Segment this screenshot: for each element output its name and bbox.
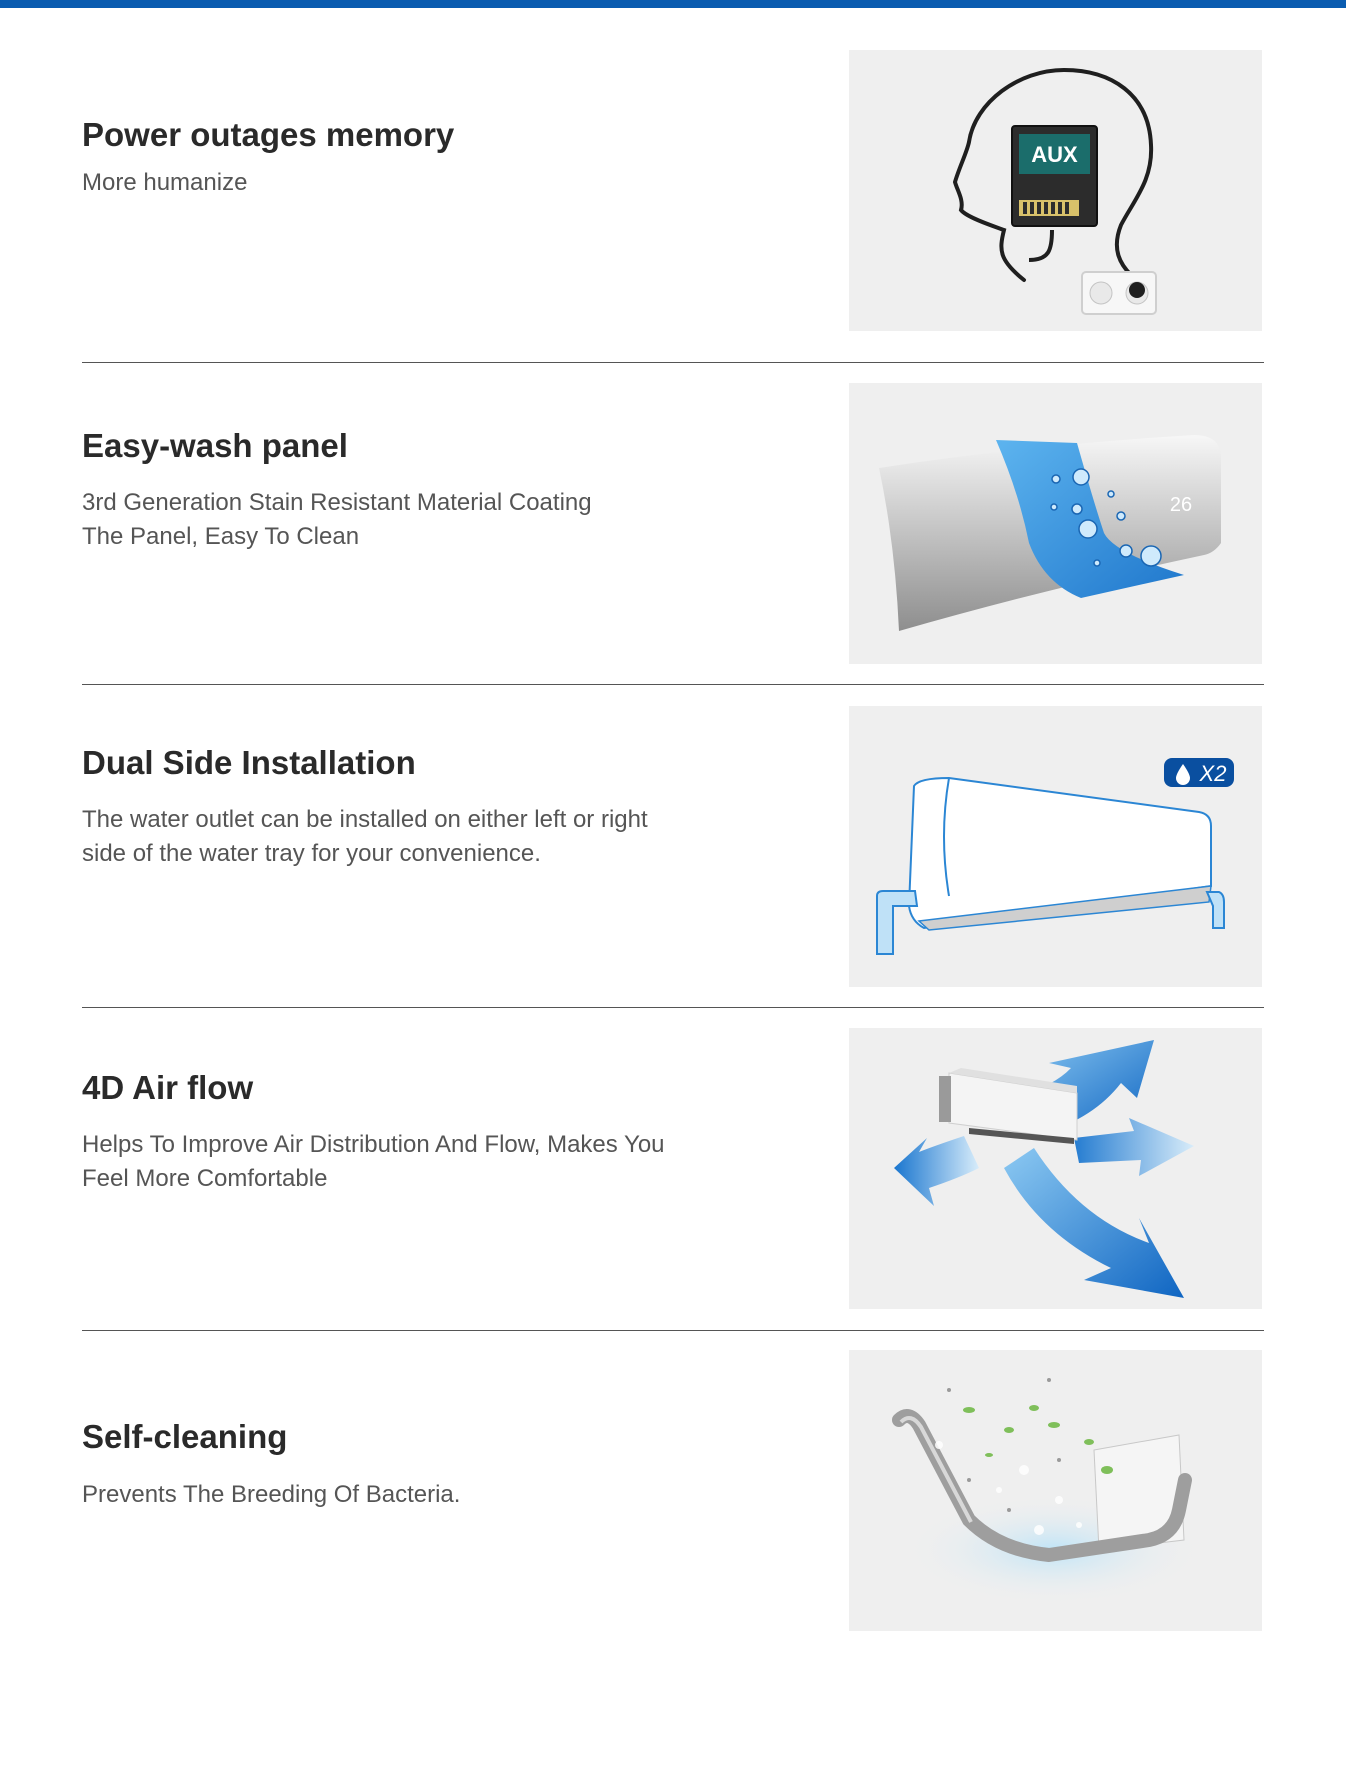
feature-title: Easy-wash panel [82, 427, 348, 464]
aux-logo-text: AUX [1031, 142, 1078, 167]
feature-description [82, 486, 722, 554]
section-divider [82, 362, 1264, 363]
section-divider [82, 1007, 1264, 1008]
memory-card-head-icon [849, 50, 1262, 331]
feature-title: Self-cleaning [82, 1418, 288, 1455]
feature-description-line: Feel More Comfortable [82, 1165, 328, 1192]
water-drops-panel-icon [849, 383, 1262, 664]
feature-description [82, 1478, 722, 1512]
dual-drain-ac-icon [849, 706, 1262, 987]
feature-description [82, 803, 722, 871]
self-cleaning-robot-icon [849, 1350, 1262, 1631]
section-divider [82, 1330, 1264, 1331]
feature-description-line: 3rd Generation Stain Resistant Material Coating [82, 489, 592, 516]
feature-title: 4D Air flow [82, 1069, 254, 1106]
section-divider [82, 684, 1264, 685]
feature-description-line: side of the water tray for your convenience. [82, 840, 541, 867]
feature-title: Power outages memory [82, 116, 455, 153]
feature-description [82, 1128, 722, 1196]
top-accent-bar [0, 0, 1346, 8]
airflow-arrows-icon [849, 1028, 1262, 1309]
panel-display-text: 26 [1169, 494, 1193, 516]
x2-badge-text: X2 [1199, 761, 1227, 786]
feature-description [82, 166, 722, 200]
feature-description-line: Helps To Improve Air Distribution And Flow, Makes You [82, 1131, 665, 1158]
feature-description-line: The Panel, Easy To Clean [82, 523, 360, 550]
feature-description-line: Prevents The Breeding Of Bacteria. [82, 1481, 461, 1508]
feature-description-line: The water outlet can be installed on either left or right [82, 806, 648, 833]
feature-description-line: More humanize [82, 169, 248, 196]
feature-title: Dual Side Installation [82, 744, 416, 781]
